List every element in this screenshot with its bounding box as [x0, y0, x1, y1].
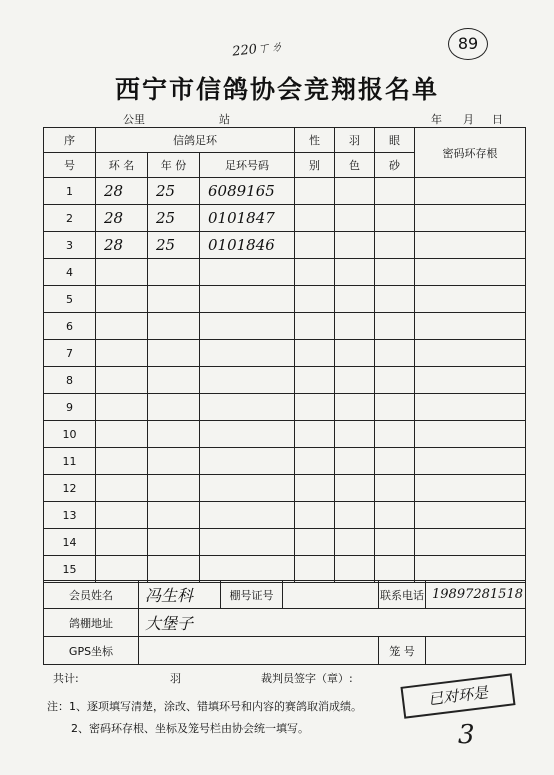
sex-cell[interactable]	[295, 475, 335, 502]
row-number: 3	[44, 232, 96, 259]
sex-cell[interactable]	[295, 178, 335, 205]
ring-number-cell[interactable]	[200, 475, 295, 502]
col-sex-top: 性	[295, 128, 335, 153]
sex-cell[interactable]	[295, 205, 335, 232]
eye-cell[interactable]	[375, 205, 415, 232]
member-row	[44, 581, 526, 609]
member-name-label: 会员姓名	[44, 581, 139, 609]
ring-name-cell[interactable]: 28	[96, 205, 148, 232]
color-cell[interactable]	[335, 313, 375, 340]
sex-cell[interactable]	[295, 340, 335, 367]
table-row	[44, 529, 526, 556]
eye-cell[interactable]	[375, 394, 415, 421]
table-row	[44, 448, 526, 475]
ring-number-cell[interactable]	[200, 286, 295, 313]
eye-cell[interactable]	[375, 502, 415, 529]
year-cell[interactable]: 25	[148, 205, 200, 232]
year-cell[interactable]: 25	[148, 178, 200, 205]
row-number: 13	[44, 502, 96, 529]
col-stub-header: 密码环存根	[415, 128, 526, 178]
sex-cell[interactable]	[295, 367, 335, 394]
eye-cell[interactable]	[375, 259, 415, 286]
color-cell[interactable]	[335, 448, 375, 475]
sex-cell[interactable]	[295, 556, 335, 583]
year-label: 年	[431, 113, 442, 126]
sex-cell[interactable]	[295, 259, 335, 286]
member-info-table	[43, 580, 526, 665]
header-row-top	[44, 128, 526, 153]
ring-name-cell[interactable]	[96, 529, 148, 556]
ring-number-cell[interactable]	[200, 313, 295, 340]
eye-cell[interactable]	[375, 367, 415, 394]
color-cell[interactable]	[335, 205, 375, 232]
color-cell[interactable]	[335, 475, 375, 502]
color-cell[interactable]	[335, 286, 375, 313]
color-cell[interactable]	[335, 502, 375, 529]
day-label: 日	[492, 113, 503, 126]
color-cell[interactable]	[335, 421, 375, 448]
table-row	[44, 475, 526, 502]
stub-cell[interactable]	[415, 259, 526, 286]
sex-cell[interactable]	[295, 448, 335, 475]
col-ring-name: 环 名	[96, 153, 148, 178]
eye-cell[interactable]	[375, 232, 415, 259]
eye-cell[interactable]	[375, 286, 415, 313]
color-cell[interactable]	[335, 529, 375, 556]
table-row	[44, 394, 526, 421]
stub-cell[interactable]	[415, 313, 526, 340]
total-unit-label: 羽	[170, 672, 181, 685]
gps-label: GPS坐标	[44, 637, 139, 665]
stub-cell[interactable]	[415, 286, 526, 313]
phone-label: 联系电话	[379, 581, 426, 609]
ring-number-cell[interactable]: 6089165	[200, 178, 295, 205]
note-line-2: 2、密码环存根、坐标及笼号栏由协会统一填写。	[71, 722, 309, 735]
color-cell[interactable]	[335, 340, 375, 367]
ring-number-cell[interactable]	[200, 529, 295, 556]
ring-name-cell[interactable]: 28	[96, 232, 148, 259]
table-row	[44, 313, 526, 340]
handwritten-top-note: 220ㄒㄌ	[231, 39, 284, 60]
stub-cell[interactable]	[415, 232, 526, 259]
col-eye-top: 眼	[375, 128, 415, 153]
ring-name-cell[interactable]	[96, 556, 148, 583]
eye-cell[interactable]	[375, 421, 415, 448]
cage-label: 笼 号	[379, 637, 426, 665]
margin-handwritten-mark: 3	[458, 720, 475, 750]
stub-cell[interactable]	[415, 205, 526, 232]
ring-name-cell[interactable]	[96, 286, 148, 313]
row-number: 11	[44, 448, 96, 475]
row-number: 1	[44, 178, 96, 205]
eye-cell[interactable]	[375, 178, 415, 205]
table-row	[44, 340, 526, 367]
row-number: 4	[44, 259, 96, 286]
col-eye-bottom: 砂	[375, 153, 415, 178]
row-number: 14	[44, 529, 96, 556]
year-cell[interactable]	[148, 475, 200, 502]
color-cell[interactable]	[335, 232, 375, 259]
year-cell[interactable]	[148, 259, 200, 286]
year-cell[interactable]	[148, 529, 200, 556]
ring-name-cell[interactable]	[96, 313, 148, 340]
eye-cell[interactable]	[375, 313, 415, 340]
row-number: 12	[44, 475, 96, 502]
year-cell[interactable]	[148, 448, 200, 475]
stub-cell[interactable]	[415, 556, 526, 583]
col-year: 年 份	[148, 153, 200, 178]
ring-name-cell[interactable]: 28	[96, 178, 148, 205]
row-number: 2	[44, 205, 96, 232]
col-seq-bottom: 号	[44, 153, 96, 178]
row-number: 5	[44, 286, 96, 313]
row-number: 8	[44, 367, 96, 394]
table-row	[44, 367, 526, 394]
year-cell[interactable]	[148, 313, 200, 340]
ring-name-cell[interactable]	[96, 475, 148, 502]
sex-cell[interactable]	[295, 313, 335, 340]
row-number: 10	[44, 421, 96, 448]
color-cell[interactable]	[335, 259, 375, 286]
ring-number-cell[interactable]: 0101847	[200, 205, 295, 232]
table-row	[44, 205, 526, 232]
loft-cert-field[interactable]	[283, 581, 379, 609]
ring-number-cell[interactable]	[200, 394, 295, 421]
note-text-1: 1、逐项填写清楚，涂改、错填环号和内容的赛鸽取消成绩。	[69, 700, 362, 713]
table-row	[44, 232, 526, 259]
referee-signature-label: 裁判员签字（章）:	[261, 672, 353, 685]
eye-cell[interactable]	[375, 340, 415, 367]
stub-cell[interactable]	[415, 502, 526, 529]
ring-number-cell[interactable]	[200, 367, 295, 394]
distance-label: 公里	[123, 113, 145, 126]
stub-cell[interactable]	[415, 394, 526, 421]
ring-number-cell[interactable]	[200, 259, 295, 286]
note-line-1	[47, 698, 362, 714]
address-field[interactable]: 大堡子	[139, 609, 526, 637]
ring-number-cell[interactable]	[200, 556, 295, 583]
address-label: 鸽棚地址	[44, 609, 139, 637]
stub-cell[interactable]	[415, 421, 526, 448]
stub-cell[interactable]	[415, 367, 526, 394]
total-label: 共计:	[53, 672, 79, 685]
gps-field[interactable]	[139, 637, 379, 665]
note-lead: 注：	[47, 700, 69, 713]
stub-cell[interactable]	[415, 475, 526, 502]
form-title: 西宁市信鸽协会竞翔报名单	[114, 75, 439, 104]
ring-number-cell[interactable]	[200, 340, 295, 367]
phone-field[interactable]: 19897281518	[426, 581, 526, 609]
ring-number-cell[interactable]	[200, 502, 295, 529]
year-cell[interactable]	[148, 286, 200, 313]
ring-number-cell[interactable]	[200, 421, 295, 448]
year-cell[interactable]	[148, 340, 200, 367]
eye-cell[interactable]	[375, 448, 415, 475]
gps-row	[44, 637, 526, 665]
group-ring-header: 信鸽足环	[96, 128, 295, 153]
row-number: 6	[44, 313, 96, 340]
year-cell[interactable]	[148, 394, 200, 421]
table-row	[44, 178, 526, 205]
color-cell[interactable]	[335, 367, 375, 394]
stub-cell[interactable]	[415, 340, 526, 367]
loft-cert-label: 棚号证号	[221, 581, 283, 609]
member-name-field[interactable]: 冯生科	[139, 581, 221, 609]
table-row	[44, 421, 526, 448]
stub-cell[interactable]	[415, 529, 526, 556]
col-color-bottom: 色	[335, 153, 375, 178]
station-label: 站	[219, 113, 230, 126]
col-seq-top: 序	[44, 128, 96, 153]
cage-field[interactable]	[426, 637, 526, 665]
table-row	[44, 286, 526, 313]
verification-stamp: 已对环是	[400, 673, 515, 718]
eye-cell[interactable]	[375, 556, 415, 583]
row-number: 15	[44, 556, 96, 583]
year-cell[interactable]: 25	[148, 232, 200, 259]
circled-form-number: 89	[448, 28, 488, 60]
sex-cell[interactable]	[295, 286, 335, 313]
sex-cell[interactable]	[295, 421, 335, 448]
month-label: 月	[463, 113, 474, 126]
sex-cell[interactable]	[295, 529, 335, 556]
ring-number-cell[interactable]	[200, 448, 295, 475]
color-cell[interactable]	[335, 556, 375, 583]
color-cell[interactable]	[335, 178, 375, 205]
year-cell[interactable]	[148, 502, 200, 529]
eye-cell[interactable]	[375, 475, 415, 502]
address-row	[44, 609, 526, 637]
color-cell[interactable]	[335, 394, 375, 421]
year-cell[interactable]	[148, 556, 200, 583]
table-row	[44, 502, 526, 529]
ring-name-cell[interactable]	[96, 259, 148, 286]
sex-cell[interactable]	[295, 502, 335, 529]
table-row	[44, 556, 526, 583]
row-number: 9	[44, 394, 96, 421]
ring-name-cell[interactable]	[96, 502, 148, 529]
table-row	[44, 259, 526, 286]
ring-name-cell[interactable]	[96, 340, 148, 367]
stub-cell[interactable]	[415, 448, 526, 475]
entry-table	[43, 127, 526, 583]
col-color-top: 羽	[335, 128, 375, 153]
year-cell[interactable]	[148, 421, 200, 448]
row-number: 7	[44, 340, 96, 367]
ring-name-cell[interactable]	[96, 394, 148, 421]
ring-number-cell[interactable]: 0101846	[200, 232, 295, 259]
year-cell[interactable]	[148, 367, 200, 394]
col-sex-bottom: 别	[295, 153, 335, 178]
ring-name-cell[interactable]	[96, 421, 148, 448]
col-ring-number: 足环号码	[200, 153, 295, 178]
ring-name-cell[interactable]	[96, 367, 148, 394]
eye-cell[interactable]	[375, 529, 415, 556]
sex-cell[interactable]	[295, 232, 335, 259]
ring-name-cell[interactable]	[96, 448, 148, 475]
sex-cell[interactable]	[295, 394, 335, 421]
stub-cell[interactable]	[415, 178, 526, 205]
